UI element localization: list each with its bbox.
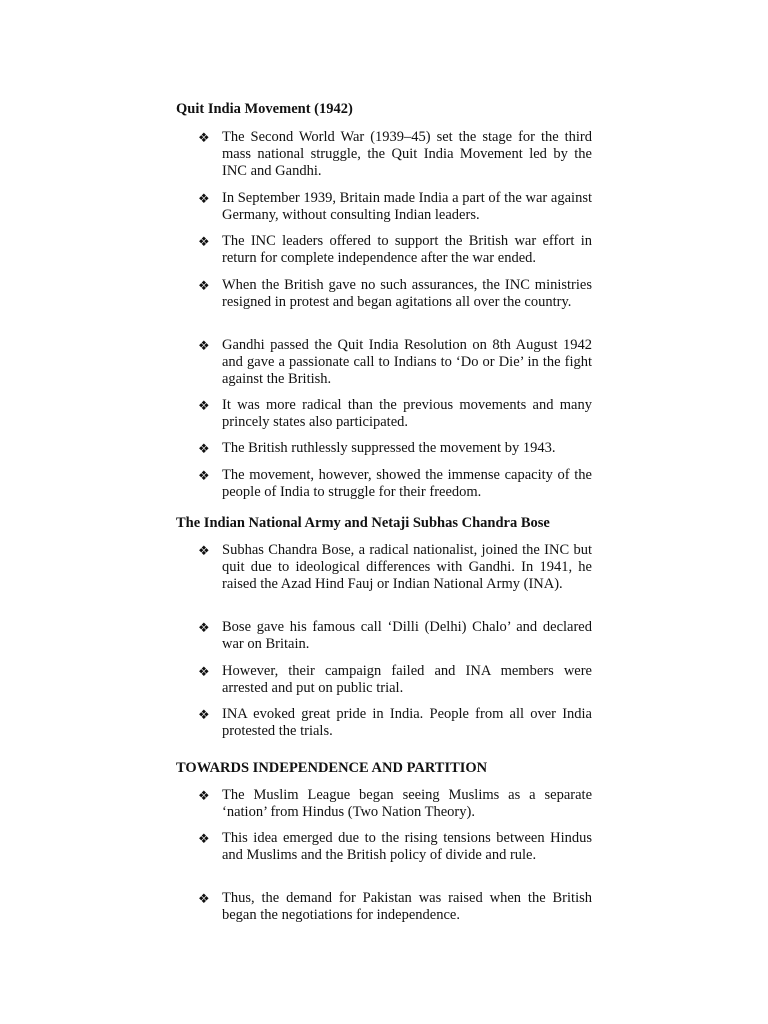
list-item: The INC leaders offered to support the British war effort in return for complete independence after the war ended. (222, 233, 592, 266)
section-heading-ina: The Indian National Army and Netaji Subhas Chandra Bose (176, 515, 550, 531)
bullet-icon: ❖ (198, 707, 210, 722)
list-item: When the British gave no such assurances, the INC ministries resigned in protest and began agitations all over the country. (222, 277, 592, 310)
list-item: This idea emerged due to the rising tensions between Hindus and Muslims and the British policy of divide and rule. (222, 830, 592, 863)
list-item: Thus, the demand for Pakistan was raised when the British began the negotiations for independence. (222, 890, 592, 923)
list-item: In September 1939, Britain made India a part of the war against Germany, without consulting Indian leaders. (222, 190, 592, 223)
bullet-icon: ❖ (198, 278, 210, 293)
bullet-icon: ❖ (198, 664, 210, 679)
list-item: Subhas Chandra Bose, a radical nationalist, joined the INC but quit due to ideological differences with Gandhi. In 1941, he raised the Azad Hind Fauj or Indian National Army (INA). (222, 542, 592, 592)
bullet-icon: ❖ (198, 543, 210, 558)
bullet-icon: ❖ (198, 338, 210, 353)
bullet-icon: ❖ (198, 234, 210, 249)
bullet-icon: ❖ (198, 468, 210, 483)
bullet-icon: ❖ (198, 891, 210, 906)
list-item: The Muslim League began seeing Muslims as a separate ‘nation’ from Hindus (Two Nation Theory). (222, 787, 592, 820)
bullet-icon: ❖ (198, 191, 210, 206)
list-item: However, their campaign failed and INA members were arrested and put on public trial. (222, 663, 592, 696)
list-item: It was more radical than the previous movements and many princely states also participated. (222, 397, 592, 430)
list-item: Gandhi passed the Quit India Resolution on 8th August 1942 and gave a passionate call to Indians to ‘Do or Die’ in the fight against the British. (222, 337, 592, 387)
bullet-icon: ❖ (198, 620, 210, 635)
list-item: The British ruthlessly suppressed the movement by 1943. (222, 440, 556, 456)
bullet-icon: ❖ (198, 130, 210, 145)
list-item: The movement, however, showed the immense capacity of the people of India to struggle for their freedom. (222, 467, 592, 500)
section-heading-quit-india: Quit India Movement (1942) (176, 101, 353, 117)
section-heading-independence: TOWARDS INDEPENDENCE AND PARTITION (176, 760, 488, 776)
bullet-icon: ❖ (198, 788, 210, 803)
bullet-icon: ❖ (198, 441, 210, 456)
list-item: INA evoked great pride in India. People from all over India protested the trials. (222, 706, 592, 739)
bullet-icon: ❖ (198, 398, 210, 413)
bullet-icon: ❖ (198, 831, 210, 846)
list-item: Bose gave his famous call ‘Dilli (Delhi) Chalo’ and declared war on Britain. (222, 619, 592, 652)
list-item: The Second World War (1939–45) set the stage for the third mass national struggle, the Quit India Movement led by the INC and Gandhi. (222, 129, 592, 179)
